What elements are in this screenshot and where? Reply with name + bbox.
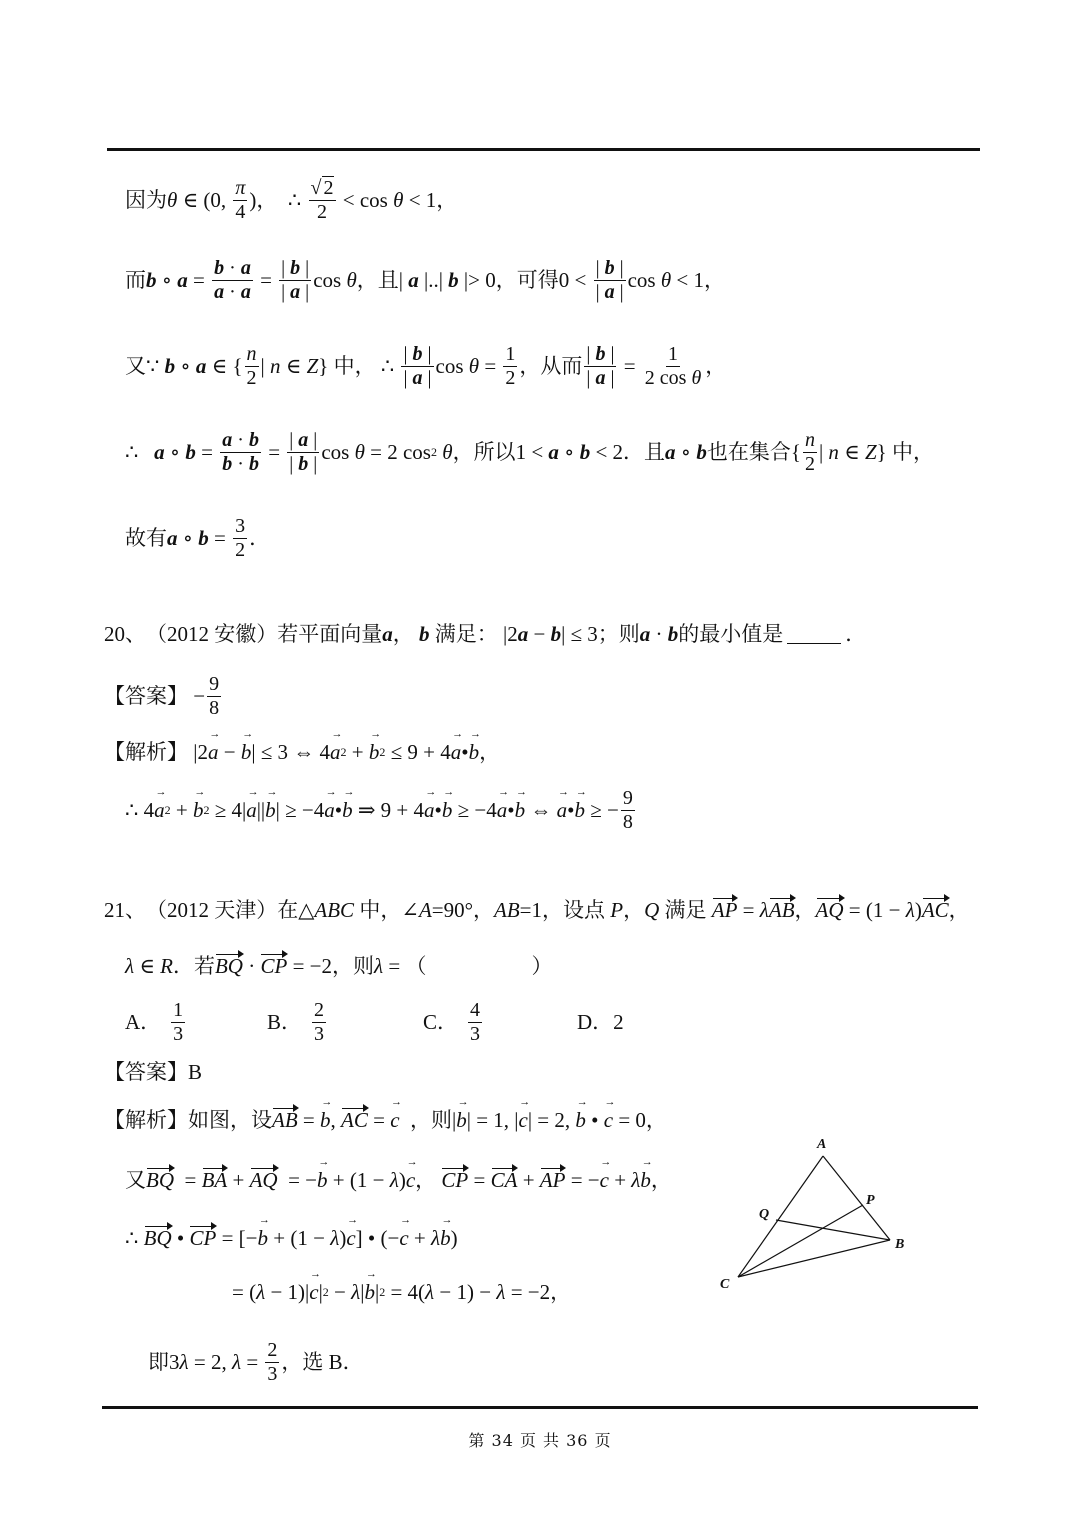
label-a: A: [817, 1137, 827, 1152]
segment-qb: [776, 1220, 890, 1240]
segment-ab: [823, 1156, 890, 1240]
option-a: A． $\frac{1}{3}$: [125, 998, 184, 1045]
solution-line-5: 故有 a ∘ b = $\frac{3}{2}$ ．: [125, 514, 271, 561]
q21-analysis-1: 【解析】 如图，设 AB = → b , AC = → c ，则 | → b | = 1, | → c | = 2, → b • → c = 0 ，: [104, 1104, 667, 1136]
q21-options: [125, 996, 624, 1048]
solution-line-2: 而 b ∘ a = $\frac{b \cdot a}{a \cdot a}$ = $\frac{| b |}{| a |}$ cos θ ，且 | a |..| b |> 0 ，可得 0 < $\frac{| b |}{| a |}$ cos θ < 1 ，: [125, 256, 726, 303]
question-21: 21、 （2012 天津） 在△ ABC 中，∠ A =90°， AB =1，设点 P ， Q 满足 AP = λ AB ， AQ = (1 − λ ) AC ，: [104, 897, 970, 922]
label-p: P: [866, 1193, 875, 1208]
label-b: B: [895, 1237, 905, 1252]
label-q: Q: [759, 1207, 770, 1222]
q21-answer: 【答案】 B: [104, 1059, 203, 1084]
q21-analysis-4: = ( λ − 1)| → c | 2 − λ | → b | 2 = 4( λ − 1) − λ = −2，: [232, 1276, 571, 1308]
q20-answer: 【答案】 − $\frac{9}{8}$: [104, 672, 220, 719]
option-d: D．2: [577, 1009, 624, 1034]
q21-analysis-3: ∴ BQ • CP = [− → b + (1 − λ ) → c ] • (− → c + λ → b ): [125, 1222, 458, 1254]
bottom-rule: [102, 1406, 978, 1409]
solution-line-4: ∴ a ∘ b = $\frac{a \cdot b}{b \cdot b}$ = $\frac{| a |}{| b |}$ cos θ = 2 cos 2 θ ， 所以 1 < a ∘ b < 2 ．且 a ∘ b 也在集合 { $\frac{n}{2}$ | n ∈ Z } 中，: [125, 428, 934, 475]
question-20: 20、 （2012 安徽） 若平面向量 a ， b 满足： |2 a − b | ≤ 3 ；则 a · b 的最小值是 ．: [104, 621, 867, 646]
segment-cp: [738, 1205, 863, 1277]
option-c: C． $\frac{4}{3}$: [423, 998, 481, 1045]
q20-analysis-1: 【解析】 |2 → a − → b | ≤ 3 ⇔ 4 → a 2 + → b 2 ≤ 9 + 4 → a • → b ，: [104, 736, 500, 768]
q20-analysis-2: ∴ 4 → a 2 + → b 2 ≥ 4| → a || → b | ≥ −4 → a • → b ⇒ 9 + 4 → a • → b ≥ −4 → a • → b ⇔ → a • → b ≥ − $\frac{9}{8}$: [125, 784, 637, 836]
q21-conclusion: 即 3 λ = 2, λ = $\frac{2}{3}$ ，选 B．: [148, 1338, 364, 1385]
q21-condition: λ ∈ R ．若 BQ · CP = −2 ，则 λ = （ ）: [125, 953, 553, 978]
option-b: B． $\frac{2}{3}$: [267, 998, 325, 1045]
q21-analysis-2: 又 BQ = BA + AQ = − → b + (1 − λ ) → c ， CP = CA + AP = − → c + λ → b ，: [125, 1164, 672, 1196]
solution-line-1: 因为 θ ∈ (0, $\frac{\pi}{4}$ ) ， ∴ $\frac{√ 2}{2}$ < cos θ < 1 ，: [125, 176, 458, 223]
triangle-figure: [716, 1130, 916, 1290]
answer-blank: [787, 625, 841, 644]
solution-line-3: 又 ∵ b ∘ a ∈ { $\frac{n}{2}$ | n ∈ Z } 中， ∴ $\frac{| b |}{| a |}$ cos θ = $\frac{1}{2}$ ，从而 $\frac{| b |}{| a |}$ = $\frac{1}{\text{2 cos θ}}$ ，: [125, 342, 727, 389]
label-c: C: [720, 1277, 730, 1290]
page-footer: 第 34 页 共 36 页: [468, 1431, 612, 1450]
top-rule: [107, 148, 980, 151]
